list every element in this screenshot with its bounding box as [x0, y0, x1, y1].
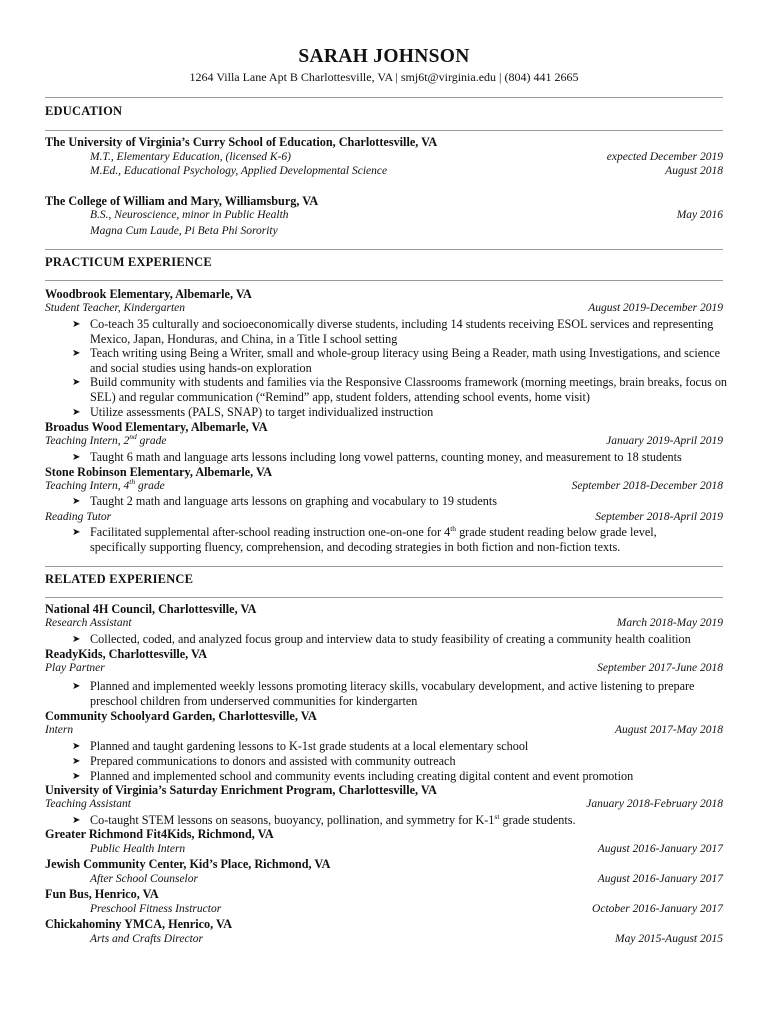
org-name: ReadyKids, Charlottesville, VA: [45, 647, 208, 661]
job-org: [45, 602, 723, 617]
job-date: August 2017-May 2018: [615, 724, 723, 736]
role-title: Teaching Intern, 4th grade: [45, 477, 165, 492]
bullet-arrow-icon: ➤: [72, 741, 81, 752]
degree-text: M.T., Elementary Education, (licensed K-6): [90, 151, 291, 163]
job-role: [45, 432, 723, 450]
bullet-arrow-icon: ➤: [72, 407, 81, 418]
degree-text: B.S., Neuroscience, minor in Public Health: [90, 209, 289, 221]
job-role: [45, 617, 723, 632]
role-title: Teaching Intern, 2nd grade: [45, 432, 167, 447]
honors-row: [90, 225, 723, 240]
honors-text: Magna Cum Laude, Pi Beta Phi Sorority: [90, 225, 278, 237]
degree-date: August 2018: [665, 165, 723, 177]
degree-text: M.Ed., Educational Psychology, Applied Developmental Science: [90, 165, 388, 177]
job-org: [45, 783, 723, 798]
job-org: [45, 647, 723, 662]
job-date: March 2018-May 2019: [616, 617, 723, 629]
role-title: Student Teacher, Kindergarten: [45, 302, 186, 314]
job-org: [45, 917, 723, 932]
job-org: [45, 420, 723, 435]
bullet-arrow-icon: ➤: [72, 771, 81, 782]
job-date: September 2017-June 2018: [597, 662, 723, 674]
degree-date: expected December 2019: [606, 151, 723, 163]
school-uva: [45, 135, 723, 150]
divider: [45, 97, 723, 98]
job-org: [45, 709, 723, 724]
job-date: May 2015-August 2015: [615, 933, 723, 945]
org-name: Woodbrook Elementary, Albemarle, VA: [45, 287, 252, 301]
org-name: Jewish Community Center, Kid’s Place, Richmond, VA: [45, 857, 331, 871]
job-date: January 2019-April 2019: [606, 435, 723, 447]
degree-row: [90, 165, 723, 180]
bullet-arrow-icon: ➤: [72, 319, 81, 330]
section-title-education: EDUCATION: [45, 104, 123, 118]
job-date: August 2019-December 2019: [588, 302, 723, 314]
job-role: [45, 798, 723, 813]
job-org: [45, 287, 723, 302]
org-name: Broadus Wood Elementary, Albemarle, VA: [45, 420, 268, 434]
job-role: [45, 511, 723, 526]
org-name: National 4H Council, Charlottesville, VA: [45, 602, 257, 616]
bullet-arrow-icon: ➤: [72, 815, 81, 826]
divider: [45, 280, 723, 281]
bullet-arrow-icon: ➤: [72, 496, 81, 507]
school-name: The University of Virginia’s Curry School of Education, Charlottesville, VA: [45, 135, 438, 149]
bullet-arrow-icon: ➤: [72, 681, 81, 692]
bullet-arrow-icon: ➤: [72, 348, 81, 359]
divider: [45, 249, 723, 250]
job-role: [90, 843, 723, 858]
bullet-arrow-icon: ➤: [72, 756, 81, 767]
role-title: Play Partner: [45, 662, 105, 674]
org-name: Stone Robinson Elementary, Albemarle, VA: [45, 465, 273, 479]
org-name: University of Virginia’s Saturday Enrichment Program, Charlottesville, VA: [45, 783, 437, 797]
job-role: [45, 477, 723, 495]
degree-row: [90, 209, 723, 224]
job-date: October 2016-January 2017: [592, 903, 723, 915]
divider: [45, 566, 723, 567]
org-name: Community Schoolyard Garden, Charlottesville, VA: [45, 709, 317, 723]
section-title-practicum: PRACTICUM EXPERIENCE: [45, 255, 212, 269]
job-role: [45, 302, 723, 317]
org-name: Chickahominy YMCA, Henrico, VA: [45, 917, 232, 931]
job-date: August 2016-January 2017: [597, 843, 723, 855]
job-org: [45, 887, 723, 902]
divider: [45, 597, 723, 598]
role-title: Research Assistant: [45, 617, 132, 629]
school-name: The College of William and Mary, Williamsburg, VA: [45, 194, 319, 208]
job-role: [90, 903, 723, 918]
job-date: January 2018-February 2018: [586, 798, 723, 810]
job-role: [90, 933, 723, 948]
resume-page: SARAH JOHNSON 1264 Villa Lane Apt B Charlottesville, VA | smj6t@virginia.edu | (804) 441 2665 EDUCATION The University of Virginia’s Curry School of Education, Charlottesville, VA M.T., Elementary Education, (licensed K-6) expected December 2019 M.Ed., Educational Psychology, Applied Developmental Science August 2018 The College of William and Mary, Williamsburg, VA B.S., Neuroscience, minor in Public Health May 2016 Magna Cum Laude, Pi Beta Phi Sorority PRACTICUM EXPERIENCE Woodbrook Elementary, Albemarle, VA Student Teacher, Kindergarten August 2019-December 2019 ➤ Co-teach 35 culturally and socioeconomically diverse students, including 14 students receiving ESOL services and representing Mexico, Japan, Honduras, and China, in a Title I school setting ➤ Teach writing using Being a Writer, small and whole-group literacy using Being a Reader, math using Investigations, and science and social studies using hands-on exploration ➤ Build community with students and families via the Responsive Classrooms framework (morning meetings, brain breaks, focus on SEL) and regular communication (“Remind” app, student folders, attending school events, home visit) ➤ Utilize assessments (PALS, SNAP) to target individualized instruction Broadus Wood Elementary, Albemarle, VA Teaching Intern, 2nd grade January 2019-April 2019 ➤ Taught 6 math and language arts lessons including long vowel patterns, counting money, and measurement to 18 students Stone Robinson Elementary, Albemarle, VA Teaching Intern, 4th grade September 2018-December 2018 ➤ Taught 2 math and language arts lessons on graphing and vocabulary to 19 students Reading Tutor September 2018-April 2019 ➤ Facilitated supplemental after-school reading instruction one-on-one for 4th grade student reading below grade level, specifically supporting fluency, comprehension, and decoding strategies in both fiction and non-fiction texts. RELATED EXPERIENCE National 4H Council, Charlottesville, VA Research Assistant March 2018-May 2019 ➤ Collected, coded, and analyzed focus group and interview data to study feasibility of creating a community health coalition ReadyKids, Charlottesville, VA Play Partner September 2017-June 2018 ➤ Planned and implemented weekly lessons promoting literacy skills, vocabulary development, and active listening to prepare preschool children from underserved communities for kindergarten Community Schoolyard Garden, Charlottesville, VA Intern August 2017-May 2018 ➤ Planned and taught gardening lessons to K-1st grade students at a local elementary school ➤ Prepared communications to donors and assisted with community outreach ➤ Planned and implemented school and community events including creating digital content and event promotion University of Virginia’s Saturday Enrichment Program, Charlottesville, VA Teaching Assistant January 2018-February 2018 ➤ Co-taught STEM lessons on seasons, buoyancy, pollination, and symmetry for K-1st grade students. Greater Richmond Fit4Kids, Richmond, VA Public Health Intern August 2016-January 2017 Jewish Community Center, Kid’s Place, Richmond, VA After School Counselor August 2016-January 2017 Fun Bus, Henrico, VA Preschool Fitness Instructor October 2016-January 2017 Chickahominy YMCA, Henrico, VA Arts and Crafts Director May 2015-August 2015: [0, 0, 768, 1024]
job-org: [45, 857, 723, 872]
bullet-arrow-icon: ➤: [72, 527, 81, 538]
job-role: [45, 724, 723, 739]
role-title: Teaching Assistant: [45, 798, 131, 810]
job-date: September 2018-December 2018: [571, 480, 723, 492]
org-name: Greater Richmond Fit4Kids, Richmond, VA: [45, 827, 274, 841]
degree-date: May 2016: [676, 209, 723, 221]
school-wm: [45, 194, 723, 209]
role-title: Public Health Intern: [90, 843, 186, 855]
bullet-arrow-icon: ➤: [72, 377, 81, 388]
role-title: Preschool Fitness Instructor: [90, 903, 222, 915]
job-org: [45, 465, 723, 480]
section-title-related: RELATED EXPERIENCE: [45, 572, 194, 586]
bullet-arrow-icon: ➤: [72, 452, 81, 463]
org-name: Fun Bus, Henrico, VA: [45, 887, 159, 901]
degree-row: [90, 151, 723, 166]
contact-line: 1264 Villa Lane Apt B Charlottesville, VA | smj6t@virginia.edu | (804) 441 2665: [189, 70, 579, 84]
job-role: [45, 662, 723, 677]
job-date: August 2016-January 2017: [597, 873, 723, 885]
job-role: [90, 873, 723, 888]
job-org: [45, 827, 723, 842]
role-title: Intern: [45, 724, 74, 736]
resume-name: SARAH JOHNSON: [298, 46, 470, 67]
divider: [45, 130, 723, 131]
job-date: September 2018-April 2019: [595, 511, 723, 523]
role-title: Arts and Crafts Director: [90, 933, 203, 945]
bullet-arrow-icon: ➤: [72, 634, 81, 645]
role-title: After School Counselor: [90, 873, 198, 885]
role-title: Reading Tutor: [45, 511, 112, 523]
